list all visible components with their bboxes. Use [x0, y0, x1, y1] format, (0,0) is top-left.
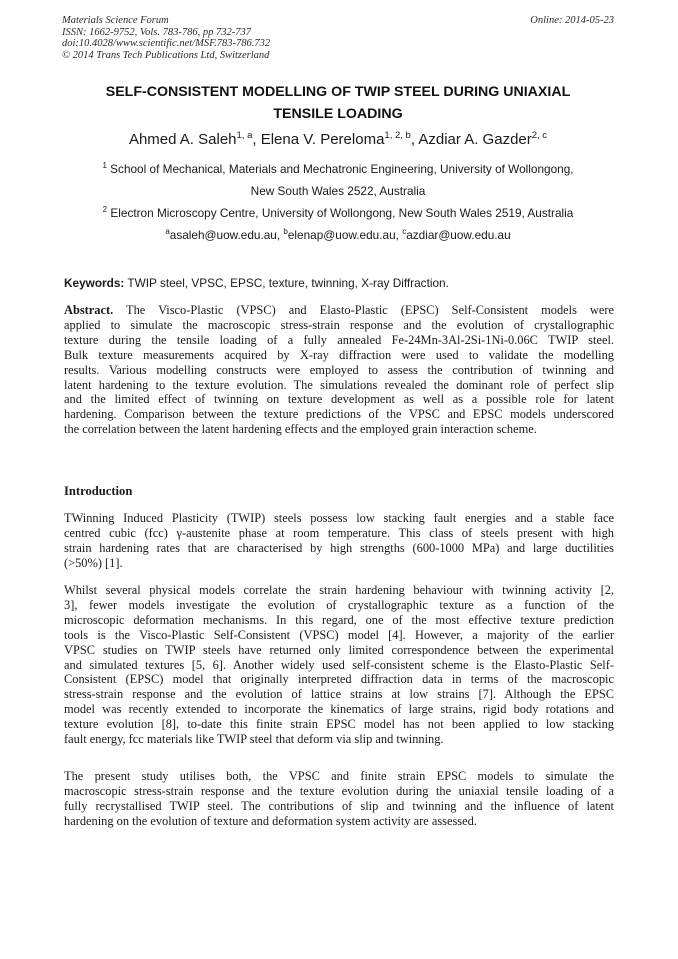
- abstract-line-text: The Visco-Plastic (VPSC) and Elasto-Plastic (EPSC) Self-Consistent models were: [126, 303, 614, 317]
- body-line: and simulated textures [5, 6]. Another widely used self-consistent scheme is the Elasto-Plastic Self-: [64, 657, 614, 672]
- body-line: fully recrystallised TWIP steel. The contributions of slip and twinning and the influence of latent: [64, 798, 614, 813]
- body-line: (>50%) [1].: [64, 555, 123, 570]
- affiliation-2: [62, 205, 614, 221]
- section-heading-introduction: Introduction: [64, 484, 133, 498]
- affiliation-1-continued: [62, 183, 614, 199]
- body-line: VPSC studies on TWIP steels have returned only limited correspondence between the experimental: [64, 642, 614, 657]
- email-superscript: b: [283, 227, 288, 236]
- abstract-line: and the limited effect of twinning on texture development as well as a possible role for latent: [64, 392, 614, 407]
- abstract-line: results. Various modelling constructs were employed to assess the contribution of twinning and: [64, 362, 614, 377]
- abstract-line: latent hardening to the texture evolution. The simulations revealed the dominant role of perfect slip: [64, 377, 614, 392]
- abstract-label: Abstract.: [64, 303, 114, 317]
- author-name: Azdiar A. Gazder: [418, 131, 532, 148]
- online-date: [530, 15, 614, 27]
- body-line: strain hardening rates that are characterised by high strengths (600-1000 MPa) and large ductilities: [64, 540, 614, 555]
- paper-title: [62, 81, 614, 125]
- journal-name: Materials Science Forum: [62, 15, 169, 26]
- email-superscript: a: [165, 227, 170, 236]
- body-line: stress-strain response and the evolution of lattice strains at low strains [7]. Although the EPSC: [64, 687, 614, 702]
- body-line: tools is the Visco-Plastic Self-Consistent (VPSC) model [4]. However, a majority of the earlier: [64, 627, 614, 642]
- intro-paragraph-1: [64, 511, 614, 571]
- intro-paragraph-3: [64, 769, 614, 829]
- body-line: Consistent (EPSC) model that originally interpreted diffraction data in terms of the macroscopic: [64, 672, 614, 687]
- email-link[interactable]: azdiar@uow.edu.au: [406, 228, 511, 242]
- journal-info: [62, 15, 270, 61]
- body-line: 3], fewer models investigate the evolution of crystallographic texture as a function of the: [64, 597, 614, 612]
- copyright-line: © 2014 Trans Tech Publications Ltd, Switzerland: [62, 49, 270, 61]
- email-link[interactable]: elenap@uow.edu.au: [287, 228, 396, 242]
- body-line: macroscopic stress-strain response and the texture evolution during the uniaxial tensile loading of a: [64, 783, 614, 798]
- issn-line: ISSN: 1662-9752, Vols. 783-786, pp 732-737: [62, 26, 251, 38]
- body-line: microscopic deformation mechanisms. In this regard, one of the most effective texture prediction: [64, 612, 614, 627]
- keywords-text: TWIP steel, VPSC, EPSC, texture, twinning, X-ray Diffraction.: [127, 276, 449, 290]
- author-name: Ahmed A. Saleh: [128, 131, 237, 148]
- doi-line[interactable]: doi:10.4028/www.scientific.net/MSF.783-786.732: [62, 38, 271, 50]
- author-superscript: 1, a: [236, 130, 253, 141]
- title-line-1: SELF-CONSISTENT MODELLING OF TWIP STEEL DURING UNIAXIAL: [105, 84, 571, 100]
- abstract-line: Bulk texture measurements acquired by X-ray diffraction were used to validate the modelling: [64, 347, 614, 362]
- body-line: TWinning Induced Plasticity (TWIP) steels possess low stacking fault energies and a stable face: [64, 511, 614, 525]
- author-list: Ahmed A. Saleh$^{1, a}$, Elena V. Pereloma$^{1, 2, b}$, Azdiar A. Gazder$^{2, c}$: [128, 130, 548, 148]
- abstract-line: texture during the tensile loading of a fully annealed Fe-24Mn-3Al-2Si-1Ni-0.06C TWIP steel.: [64, 332, 614, 347]
- email-link[interactable]: asaleh@uow.edu.au: [169, 228, 277, 242]
- title-line-2: TENSILE LOADING: [273, 106, 403, 122]
- abstract-line: the correlation between the latent hardening effects and the employed grain interaction scheme.: [64, 422, 537, 437]
- body-line: Whilst several physical models correlate the strain hardening behaviour with twinning activity [2,: [64, 583, 614, 597]
- affiliation-text: School of Mechanical, Materials and Mechatronic Engineering, University of Wollongong,: [110, 162, 574, 176]
- affiliation-text: Electron Microscopy Centre, University of Wollongong, New South Wales 2519, Australia: [110, 206, 574, 220]
- intro-paragraph-2: [64, 583, 614, 747]
- body-line: hardening on the evolution of texture and deformation system activity are assessed.: [64, 813, 477, 828]
- body-line: texture evolution [8], to-date this finite strain EPSC model has not been applied to low stacking: [64, 717, 614, 732]
- affiliation-1: [62, 161, 614, 177]
- email-superscript: c: [402, 227, 407, 236]
- body-line: fault energy, fcc materials like TWIP steel that deform via slip and twinning.: [64, 732, 444, 747]
- abstract-paragraph: [64, 303, 614, 437]
- email-list: $^a$asaleh@uow.edu.au, $^b$elenap@uow.edu.au, $^c$azdiar@uow.edu.au: [165, 227, 511, 242]
- abstract-line: hardening. Comparison between the texture predictions of the VPSC and EPSC models underscored: [64, 407, 614, 422]
- author-superscript: 2, c: [531, 130, 548, 141]
- keywords-line: [64, 275, 616, 291]
- abstract-line: applied to simulate the macroscopic stress-strain response and the evolution of crystallographic: [64, 317, 614, 332]
- affiliation-text: New South Wales 2522, Australia: [250, 184, 426, 198]
- online-date-text: Online: 2014-05-23: [530, 15, 614, 26]
- author-name: Elena V. Pereloma: [260, 131, 385, 148]
- affiliation-number: 1: [102, 161, 107, 170]
- body-line: centred cubic (fcc) γ-austenite phase at room temperature. This class of steels present with high: [64, 525, 614, 540]
- body-line: model was recently extended to incorporate the kinematics of large strains, rigid body rotations and: [64, 702, 614, 717]
- abstract-line: [64, 303, 614, 318]
- body-line: The present study utilises both, the VPSC and finite strain EPSC models to simulate the: [64, 769, 614, 783]
- author-superscript: 1, 2, b: [384, 130, 411, 141]
- affiliation-number: 2: [102, 205, 108, 214]
- keywords-label: Keywords:: [64, 276, 125, 290]
